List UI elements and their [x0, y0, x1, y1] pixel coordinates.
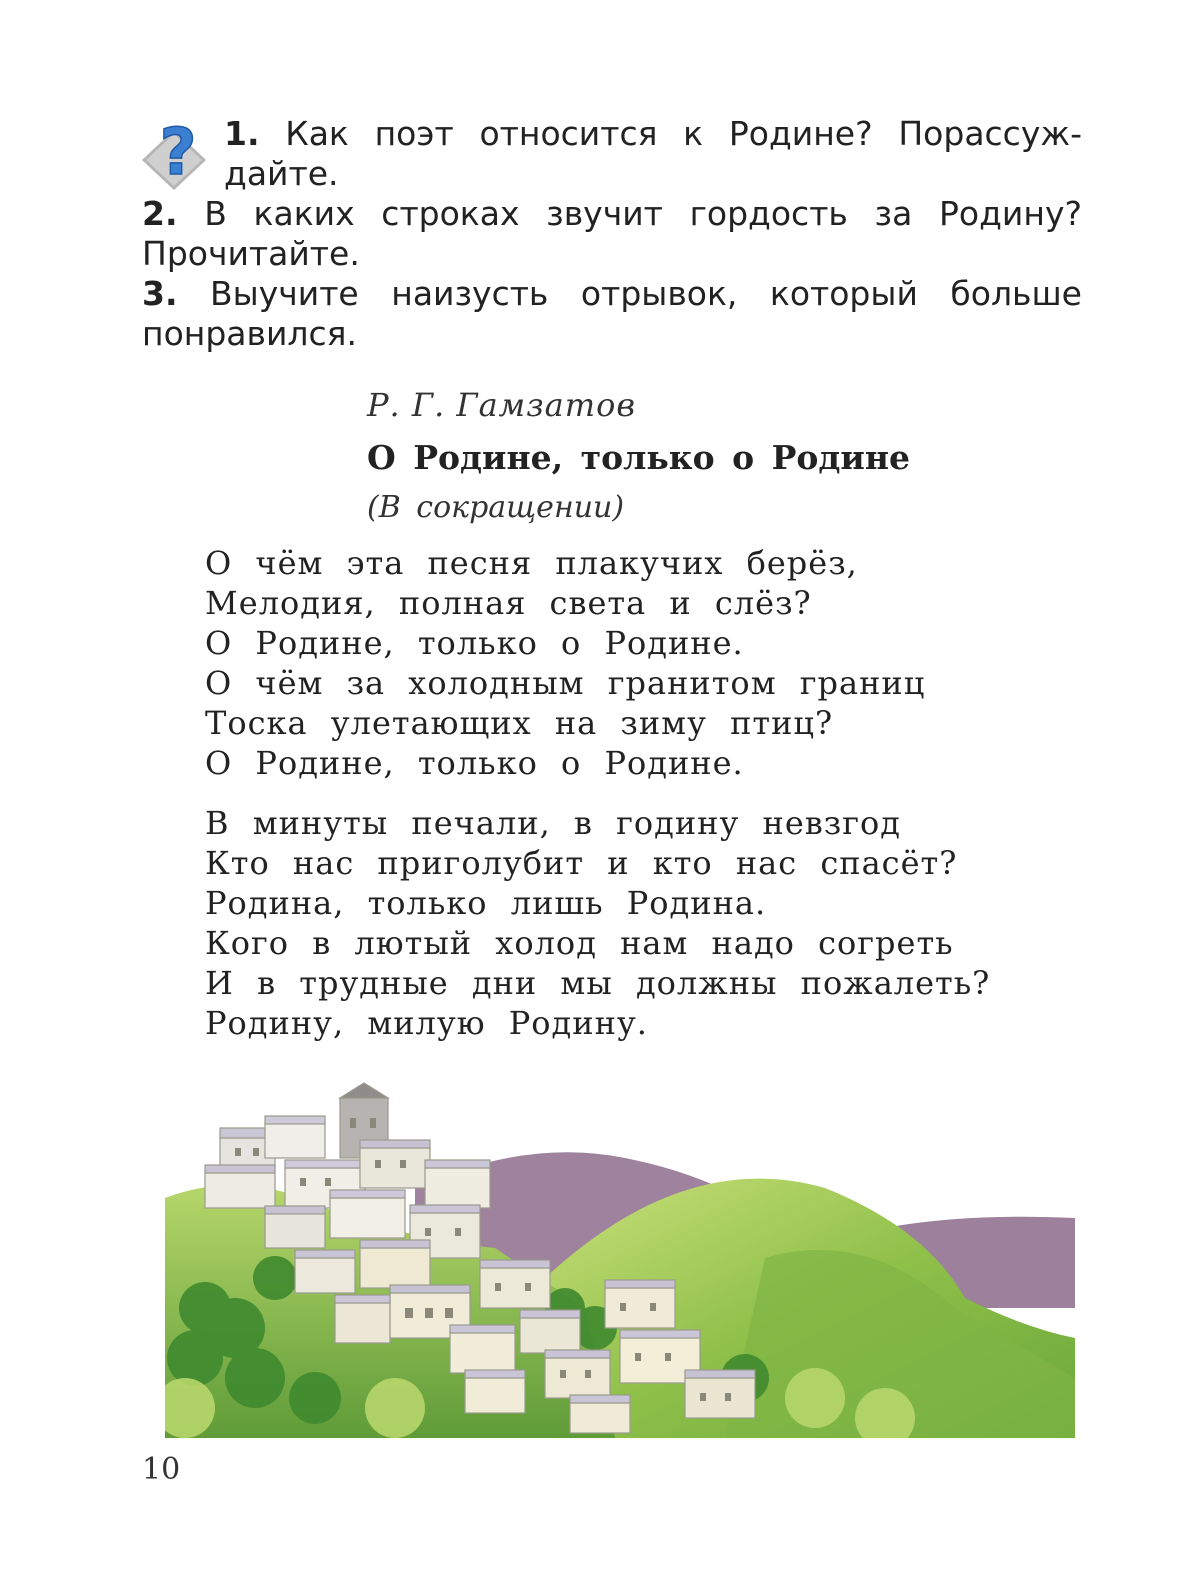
poem-line: Родину, милую Родину.: [205, 1004, 648, 1042]
question-number: 2.: [142, 194, 178, 233]
question-text: дайте.: [224, 154, 339, 193]
question-2: [142, 194, 1082, 274]
poem-title: О Родине, только о Родине: [367, 438, 911, 477]
question-text: понравился.: [142, 314, 357, 353]
poem-line: Кого в лютый холод нам надо согреть: [205, 924, 954, 962]
poem-author: Р. Г. Гамзатов: [367, 386, 636, 424]
poem-line: О Родине, только о Родине.: [205, 624, 744, 662]
poem-note: (В сокращении): [367, 490, 625, 525]
question-text: В каких строках звучит гордость за Родину?: [204, 194, 1082, 233]
poem-line: Кто нас приголубит и кто нас спасёт?: [205, 844, 958, 882]
poem-line: Тоска улетающих на зиму птиц?: [205, 704, 834, 742]
poem-line: О чём эта песня плакучих берёз,: [205, 544, 858, 582]
poem-line: Мелодия, полная света и слёз?: [205, 584, 812, 622]
poem-stanza-1: [205, 543, 925, 783]
question-text: Прочитайте.: [142, 234, 360, 273]
question-3: [142, 274, 1082, 354]
question-number: 3.: [142, 274, 178, 313]
poem-line: О чём за холодным гранитом границ: [205, 664, 926, 702]
question-1: [142, 114, 1082, 194]
svg-text:?: ?: [159, 116, 197, 190]
question-text: Как поэт относится к Родине? Порассуж-: [285, 114, 1082, 153]
poem-line: Родина, только лишь Родина.: [205, 884, 767, 922]
mountain-village-illustration: [165, 1078, 1075, 1438]
poem-line: И в трудные дни мы должны пожалеть?: [205, 964, 991, 1002]
poem-stanza-2: [205, 803, 990, 1043]
poem-line: В минуты печали, в годину невзгод: [205, 804, 901, 842]
question-text: Выучите наизусть отрывок, который больше: [210, 274, 1082, 313]
question-number: 1.: [224, 114, 260, 153]
page-number: 10: [142, 1452, 181, 1487]
poem-line: О Родине, только о Родине.: [205, 744, 744, 782]
